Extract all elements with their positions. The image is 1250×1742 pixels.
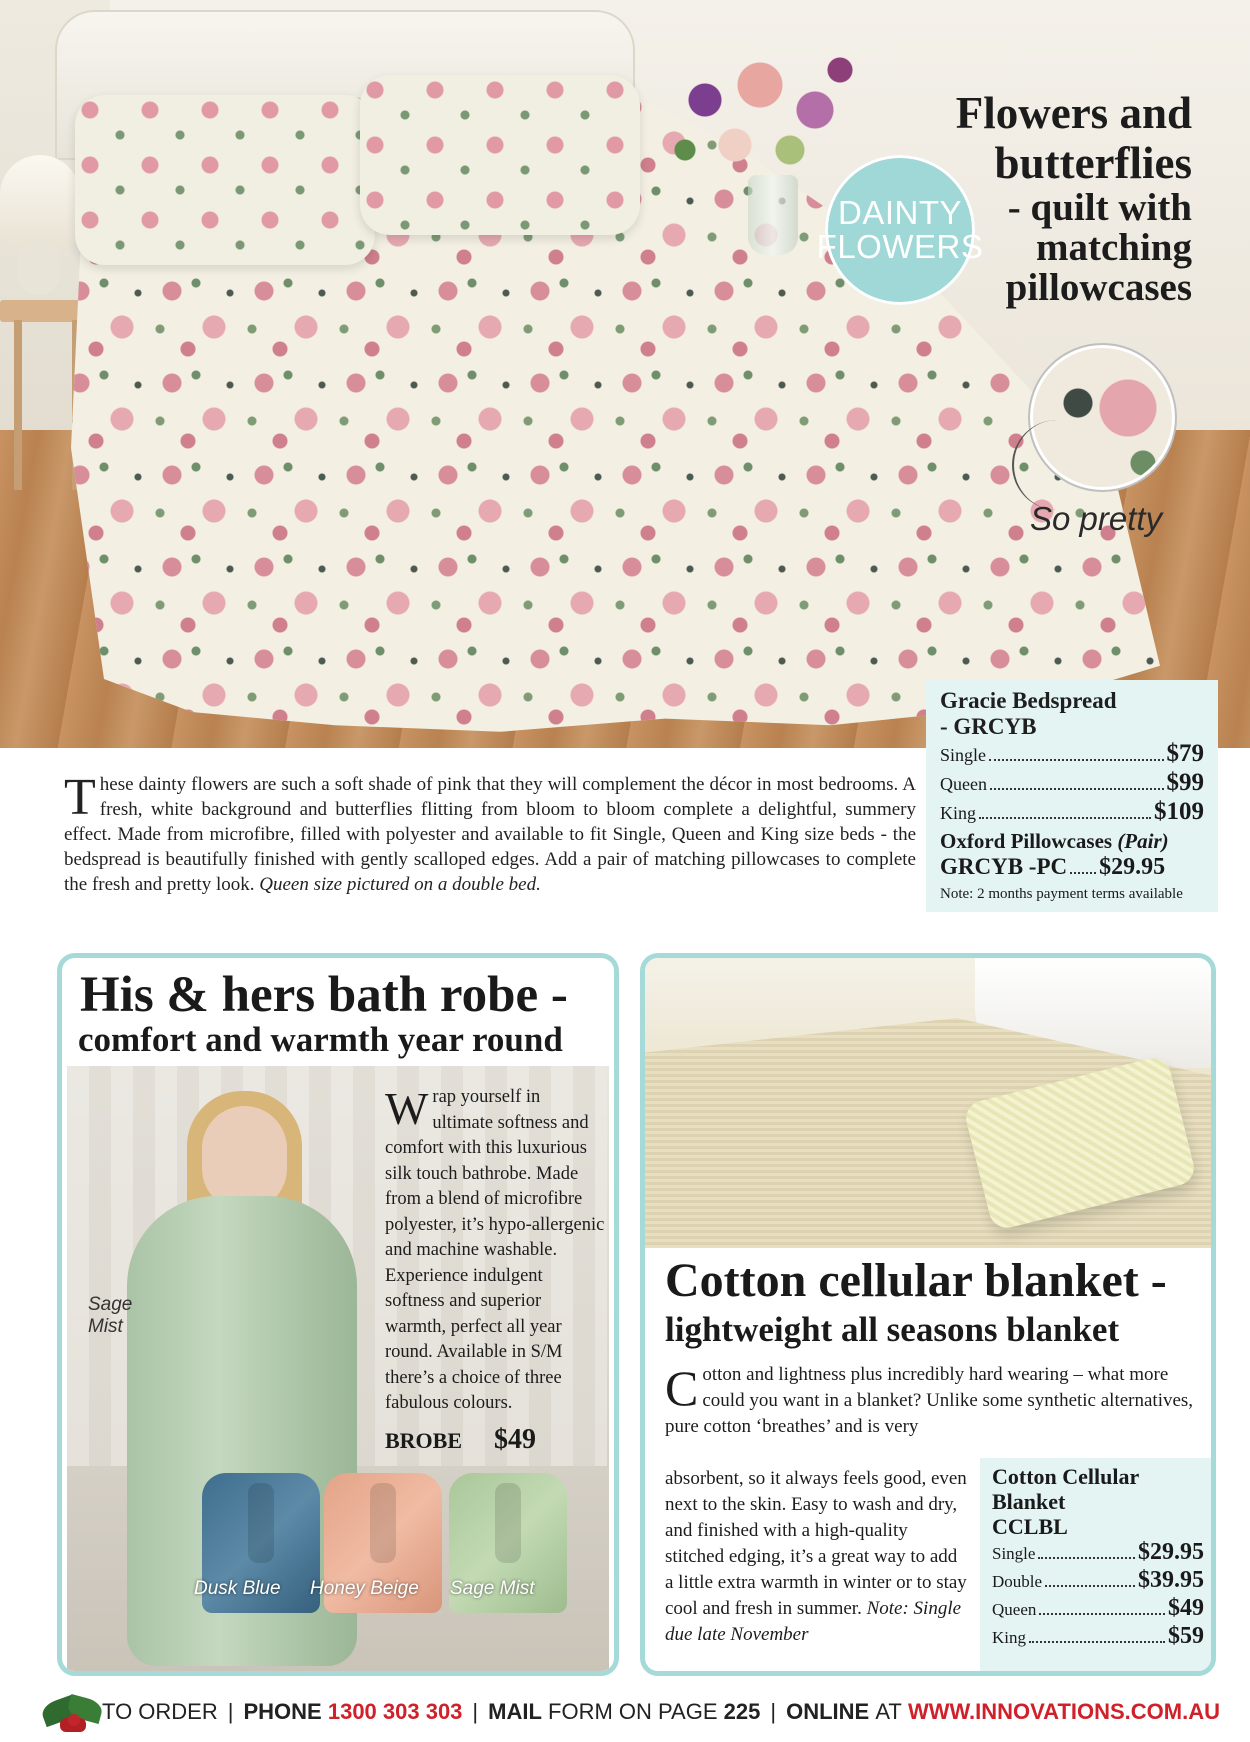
pillowcase-title: Oxford Pillowcases [940, 829, 1113, 853]
mail-label: MAIL [488, 1699, 542, 1724]
blanket-name-line2: Blanket [992, 1489, 1066, 1514]
pillowcase-name [940, 829, 1204, 854]
colour-label-honey-beige: Honey Beige [310, 1578, 419, 1599]
nightstand-leg [14, 320, 22, 490]
price-row-king [992, 1623, 1204, 1651]
price-value: $59 [1168, 1623, 1204, 1649]
photo-colour-label-line2: Mist [88, 1316, 123, 1337]
pillowcase [360, 75, 640, 235]
drop-cap: W [385, 1083, 429, 1134]
hero-photo [0, 0, 1250, 748]
blanket-description-side [665, 1466, 970, 1648]
price-value: $79 [1166, 740, 1204, 767]
blanket-description-cont: absorbent, so it always feels good, even next to the skin. Easy to wash and dry, and finished with a high-quality stitched edging, it’s a great way to add a little extra warmth in winter or to stay cool and fresh in summer. [665, 1468, 967, 1619]
payment-note: Note: 2 months payment terms available [940, 886, 1183, 902]
price-row-single [940, 740, 1204, 769]
hero-title-line4: matching [1036, 226, 1192, 269]
leader-dots [1070, 872, 1096, 874]
photo-colour-label-line1: Sage [88, 1294, 133, 1315]
website-link[interactable]: WWW.INNOVATIONS.COM.AU [907, 1699, 1220, 1724]
lamp-base [18, 240, 60, 295]
pillowcase-code: GRCYB -PC [940, 854, 1068, 879]
robe-product-code: BROBE [385, 1428, 463, 1453]
colour-label-dusk-blue: Dusk Blue [194, 1578, 281, 1599]
price-value: $99 [1166, 769, 1204, 796]
size-label: Single [940, 745, 987, 765]
badge-line2: FLOWERS [816, 228, 984, 265]
leader-dots [1045, 1585, 1135, 1587]
cotton-blanket-panel [640, 953, 1216, 1676]
robe-title: His & hers bath robe - [80, 967, 568, 1023]
leader-dots [989, 759, 1163, 761]
size-label: King [992, 1628, 1026, 1647]
mail-page-number: 225 [723, 1699, 761, 1724]
hero-title-line2: butterflies [994, 138, 1192, 188]
online-label: ONLINE [786, 1699, 870, 1724]
price-value: $29.95 [1138, 1539, 1204, 1565]
hero-title-line3: - quilt with [1007, 186, 1192, 229]
badge-line1: DAINTY [837, 194, 962, 231]
blanket-title: Cotton cellular blanket - [665, 1254, 1167, 1307]
bath-robe-panel [57, 953, 619, 1676]
leader-dots [990, 788, 1164, 790]
phone-number[interactable]: 1300 303 303 [327, 1699, 463, 1724]
size-label: Double [992, 1572, 1043, 1591]
separator: | [227, 1699, 234, 1724]
separator: | [770, 1699, 777, 1724]
online-at: AT [875, 1699, 902, 1724]
size-label: Queen [992, 1600, 1037, 1619]
blanket-name-line1: Cotton Cellular [992, 1464, 1140, 1489]
drop-cap: C [665, 1360, 699, 1416]
price-row-queen [992, 1595, 1204, 1623]
photo-colour-label [88, 1294, 132, 1338]
hero-title [862, 88, 1192, 308]
lamp-shade [0, 155, 80, 245]
separator: | [472, 1699, 479, 1724]
colour-label-sage-mist: Sage Mist [450, 1578, 535, 1599]
bedspread-code: - GRCYB [940, 714, 1037, 739]
leader-dots [1038, 1557, 1135, 1559]
blanket-subtitle: lightweight all seasons blanket [665, 1310, 1120, 1349]
hero-title-line1: Flowers and [955, 88, 1192, 138]
price-row-king [940, 798, 1204, 827]
pillowcase-price-row [940, 854, 1204, 881]
blanket-description-text: otton and lightness plus incredibly hard wearing – what more could you want in a blanket? Unlike some synthetic alternatives, pure cotton ‘breathes’ and is very [665, 1364, 1194, 1437]
pillowcase [75, 95, 375, 265]
flower-bouquet [665, 40, 865, 190]
leader-dots [979, 817, 1151, 819]
pillowcase-price: $29.95 [1099, 854, 1166, 880]
drop-cap: T [64, 769, 96, 826]
blanket-code: CCLBL [992, 1514, 1068, 1539]
bedspread-price-box [926, 680, 1218, 912]
holly-icon [40, 1690, 43, 1734]
description-text: hese dainty flowers are such a soft shade of pink that they will complement the décor in most bedrooms. A fresh, white background and butterflies flitting from bloom to bloom complete a delightful, summery effect. Made from microfibre, filled with polyester and available to fit Single, Queen and King size beds - the bedspread is beautifully finished with gently scalloped edges. Add a pair of matching pillowcases to complete the fresh and pretty look. [64, 774, 916, 895]
pillowcase-qualifier: (Pair) [1117, 829, 1169, 853]
robe-description-text: rap yourself in ultimate softness and comfort with this luxurious silk touch bathrobe. Made from a blend of microfibre polyester, it’s hypo-allergenic and machine washable. Experience indulgent softness and superior warmth, perfect all year round. Available in S/M there’s a choice of three fabulous colours. [385, 1087, 605, 1413]
to-order-label: TO ORDER [102, 1699, 218, 1724]
price-row-queen [940, 769, 1204, 798]
swatch-caption: So pretty [1030, 500, 1163, 537]
price-row-single [992, 1539, 1204, 1567]
size-label: King [940, 803, 976, 823]
blanket-description-italic: Note: Single due late November [665, 1598, 962, 1645]
price-value: $109 [1154, 798, 1204, 825]
blanket-photo [645, 958, 1211, 1248]
blanket-description-top [665, 1362, 1205, 1440]
price-value: $49 [1168, 1595, 1204, 1621]
robe-description [385, 1085, 605, 1417]
size-label: Single [992, 1544, 1036, 1563]
hero-title-line5: pillowcases [1005, 266, 1192, 309]
bedspread-description [64, 769, 916, 897]
price-value: $39.95 [1138, 1567, 1204, 1593]
robe-subtitle: comfort and warmth year round [78, 1020, 563, 1059]
bedspread-name: Gracie Bedspread [940, 688, 1117, 713]
glass-vase [748, 175, 798, 255]
description-italic: Queen size pictured on a double bed. [259, 874, 541, 895]
size-label: Queen [940, 774, 987, 794]
holly-berry [68, 1714, 80, 1726]
price-row-double [992, 1567, 1204, 1595]
robe-price: $49 [494, 1424, 536, 1455]
order-footer [40, 1690, 1220, 1734]
blanket-price-box [980, 1458, 1216, 1673]
phone-label: PHONE [243, 1699, 322, 1724]
leader-dots [1029, 1641, 1165, 1643]
leader-dots [1039, 1613, 1165, 1615]
mail-text: FORM ON PAGE [548, 1699, 718, 1724]
